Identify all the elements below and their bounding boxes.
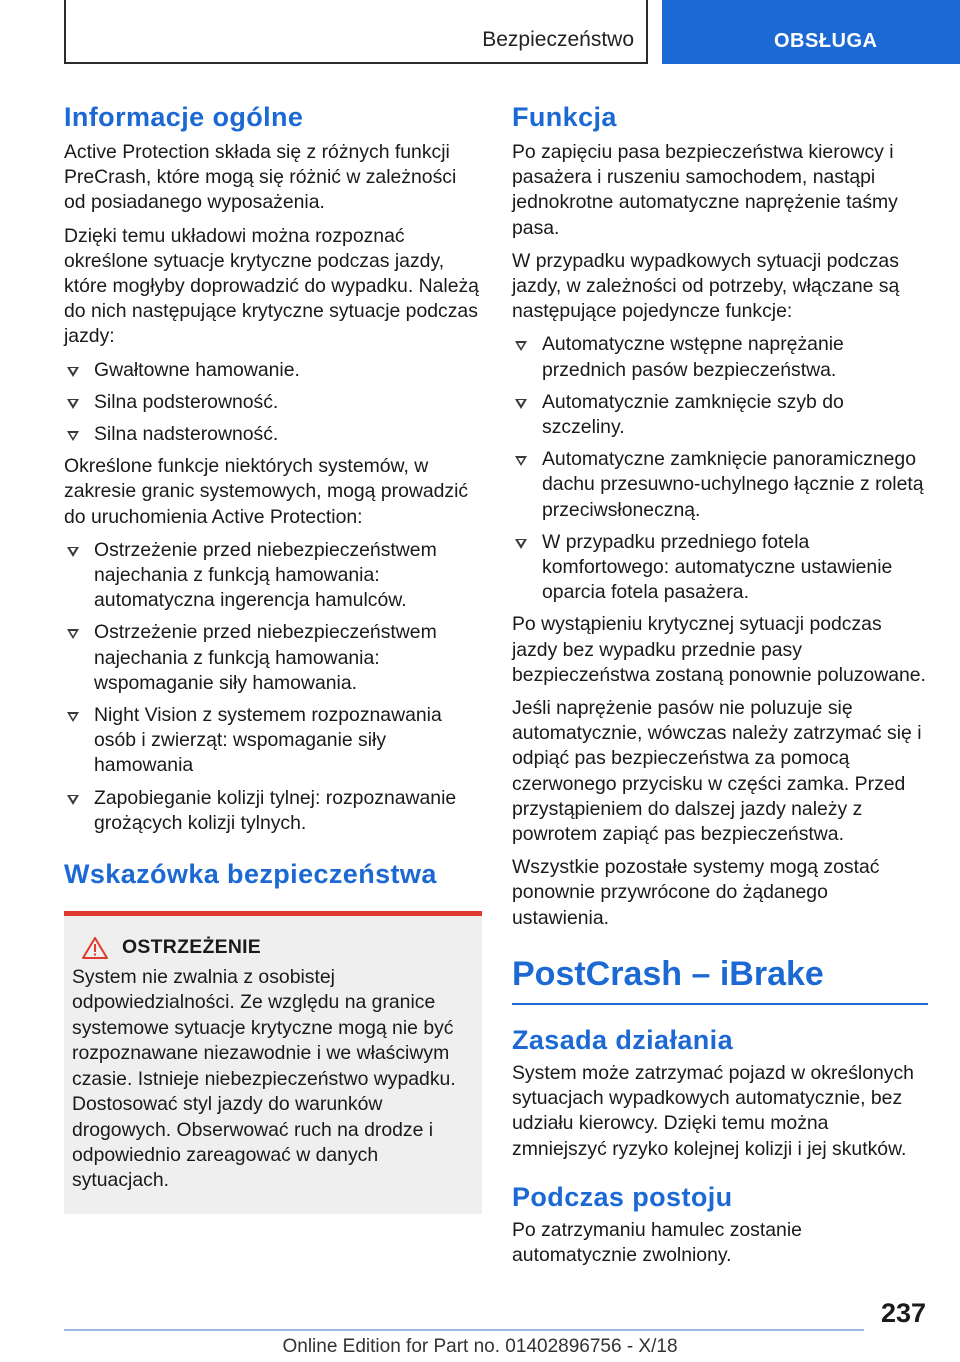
critical-situations-list [64,358,482,448]
list-item: Night Vision z systemem rozpoznawania osób i zwierząt: wspomaganie siły hamowania [64,703,482,779]
triangle-bullet-icon [67,367,79,377]
header-section-tab [64,0,648,64]
triangle-bullet-icon [515,399,527,409]
header-chapter-tab [662,0,960,64]
warning-box [64,911,482,1214]
individual-functions-list [512,332,928,605]
list-item: Automatyczne zamknięcie panoramicznego dachu przesuwno-uchylnego łącznie z roletą przeciwsłoneczną. [512,447,928,523]
triangle-bullet-icon [67,431,79,441]
paragraph: Jeśli naprężenie pasów nie poluzuje się automatycznie, wówczas należy zatrzymać się i odpiąć pas bezpieczeństwa za pomocą czerwonego przycisku w części zamka. Przed przystąpieniem do dalszej jazdy należy z powrotem zapiąć pas bezpieczeństwa. [512,697,922,846]
list-item: Silna podsterowność. [64,390,482,415]
triangle-bullet-icon [515,341,527,351]
left-column [64,100,482,1214]
paragraph: W przypadku wypadkowych sytuacji podczas jazdy, w zależności od potrzeby, włączane są następujące pojedyncze funkcje: [512,249,900,323]
heading-divider [512,1003,928,1005]
triangle-bullet-icon [67,795,79,805]
warning-triangle-icon [82,937,108,959]
paragraph: Active Protection składa się z różnych funkcji PreCrash, które mogą się różnić w zależności od posiadanego wyposażenia. [64,141,457,214]
list-item: Gwałtowne hamowanie. [64,358,482,383]
footer-divider [64,1329,864,1331]
triangle-bullet-icon [67,399,79,409]
paragraph: Wszystkie pozostałe systemy mogą zostać ponownie przywrócone do żądanego ustawienia. [512,856,880,929]
warning-text: System nie zwalnia z osobistej odpowiedzialności. Ze względu na granice systemowe sytuacje krytyczne mogą nie być rozpoznawane niezawodnie i we właściwym czasie. Istnieje niebezpieczeństwo wypadku. Dostosować styl jazdy do warunków drogowych. Obserwować ruch na drodze i odpowiednio zareagować w danych sytuacjach. [72,966,456,1192]
heading-principle: Zasada działania [512,1024,733,1055]
footer-edition: Online Edition for Part no. 01402896756 - X/18 [282,1336,678,1357]
list-item: Silna nadsterowność. [64,422,482,447]
header-chapter-title: OBSŁUGA [774,30,878,52]
triangle-bullet-icon [67,629,79,639]
triangle-bullet-icon [67,547,79,557]
heading-function: Funkcja [512,102,617,132]
header-section-title: Bezpieczeństwo [482,28,634,51]
heading-safety-note: Wskazówka bezpieczeństwa [64,859,437,890]
paragraph: System może zatrzymać pojazd w określonych sytuacjach wypadkowych automatycznie, bez udziału kierowcy. Dzięki temu można zmniejszyć ryzyko kolejnej kolizji i jej skutków. [512,1061,914,1160]
list-item: W przypadku przedniego fotela komfortowego: automatyczne ustawienie oparcia fotela pasażera. [512,530,928,606]
list-item: Automatycznie zamknięcie szyb do szczeliny. [512,390,928,440]
heading-general-info: Informacje ogólne [64,102,304,132]
warning-title: OSTRZEŻENIE [122,936,262,959]
list-item: Automatyczne wstępne naprężanie przednich pasów bezpieczeństwa. [512,332,928,382]
paragraph: Dzięki temu układowi można rozpoznać określone sytuacje krytyczne podczas jazdy, które mogłyby doprowadzić do wypadku. Należą do nich następujące krytyczne sytuacje podczas jazdy: [64,224,479,348]
paragraph: Po zatrzymaniu hamulec zostanie automatycznie zwolniony. [512,1218,802,1266]
paragraph: Po zapięciu pasa bezpieczeństwa kierowcy i pasażera i ruszeniu samochodem, nastąpi jednokrotne automatyczne naprężenie taśmy pasa. [512,141,898,239]
list-item: Ostrzeżenie przed niebezpieczeństwem najechania z funkcją hamowania: automatyczna ingerencja hamulców. [64,538,482,614]
heading-postcrash: PostCrash – iBrake [512,954,824,993]
triangle-bullet-icon [515,456,527,466]
list-item: Ostrzeżenie przed niebezpieczeństwem najechania z funkcją hamowania: wspomaganie siły hamowania. [64,620,482,696]
paragraph: Po wystąpieniu krytycznej sytuacji podczas jazdy bez wypadku przednie pasy bezpieczeństwa zostaną ponownie poluzowane. [512,613,926,686]
warning-header [72,936,472,959]
triangle-bullet-icon [67,712,79,722]
list-item: Zapobieganie kolizji tylnej: rozpoznawanie grożących kolizji tylnych. [64,786,482,836]
heading-standstill: Podczas postoju [512,1181,733,1212]
system-functions-list [64,538,482,836]
triangle-bullet-icon [515,539,527,549]
paragraph: Określone funkcje niektórych systemów, w zakresie granic systemowych, mogą prowadzić do uruchomienia Active Protection: [64,455,469,528]
page-number: 237 [880,1298,926,1328]
right-column [512,100,928,1268]
